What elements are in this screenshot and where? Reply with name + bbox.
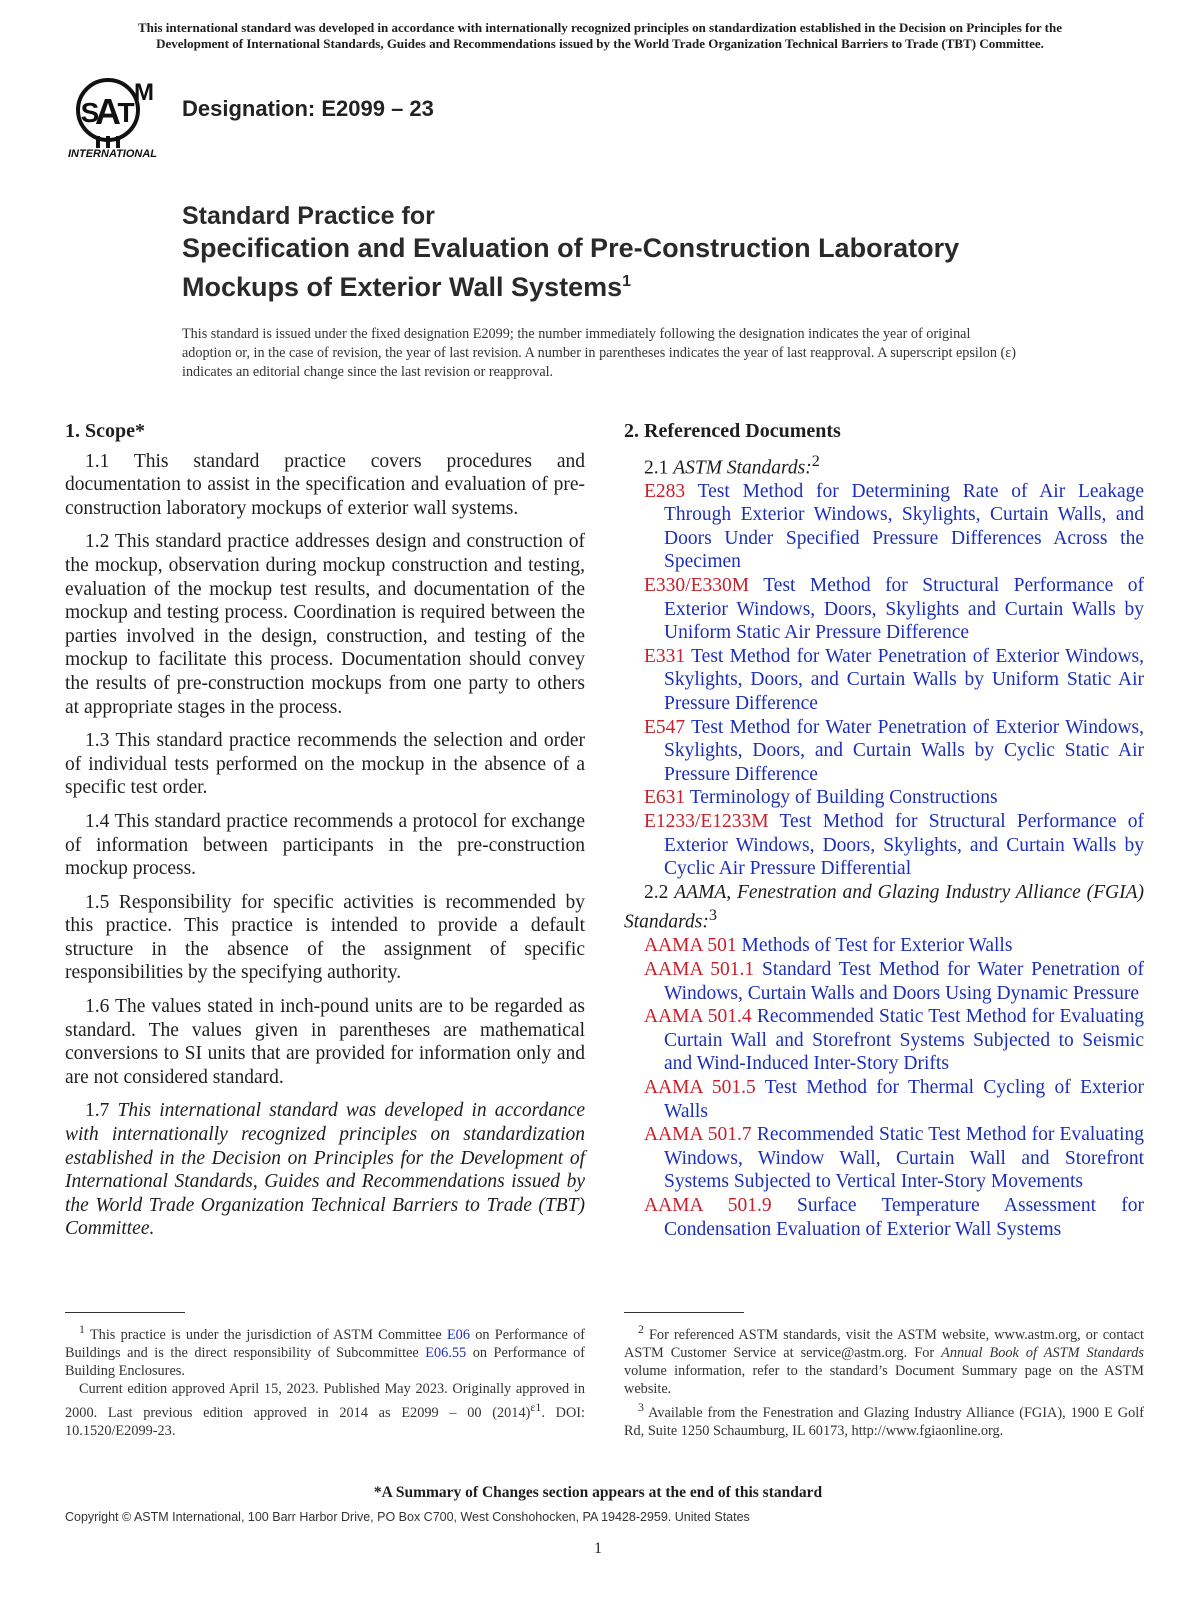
reference-title[interactable]: Test Method for Water Penetration of Exterior Windows, Skylights, Doors, and Curtain Walls by Cyclic Static Air Pressure Difference bbox=[664, 716, 1144, 785]
reference-item[interactable] bbox=[624, 958, 1144, 1005]
reference-item[interactable] bbox=[624, 480, 1144, 574]
footnote-2-mark: 2 bbox=[638, 1322, 644, 1336]
doi-text: . DOI: 10.1520/E2099-23. bbox=[65, 1404, 586, 1439]
footnote-1-text: on Performance of Building Enclosures. bbox=[65, 1344, 586, 1379]
reference-code[interactable]: AAMA 501 bbox=[644, 935, 737, 957]
summary-of-changes-note: *A Summary of Changes section appears at the end of this standard bbox=[373, 1484, 823, 1501]
title-line-3-wrap bbox=[182, 265, 1082, 304]
footnote-2 bbox=[624, 1320, 1144, 1398]
astm-reference-list bbox=[624, 480, 1144, 881]
footnote-rule-left bbox=[65, 1312, 185, 1313]
svg-text:S: S bbox=[80, 97, 100, 128]
reference-code[interactable]: AAMA 501.5 bbox=[644, 1077, 756, 1099]
aama-mark: 3 bbox=[708, 906, 717, 925]
notice-line-2: Development of International Standards, Guides and Recommendations issued by the World Trade Organization Technical Barriers to Trade (TBT) Committee. bbox=[156, 36, 1044, 51]
reference-code[interactable]: AAMA 501.7 bbox=[644, 1124, 752, 1146]
footnote-3 bbox=[624, 1398, 1144, 1440]
footnotes-left bbox=[65, 1320, 585, 1440]
reference-item[interactable] bbox=[624, 1005, 1144, 1076]
aama-reference-list bbox=[624, 934, 1144, 1241]
aama-label: AAMA, Fenestration and Glazing Industry Alliance (FGIA) Standards: bbox=[624, 881, 1144, 933]
reference-title[interactable]: Terminology of Building Constructions bbox=[689, 787, 998, 809]
title-line-1: Standard Practice for bbox=[182, 202, 435, 230]
page-number: 1 bbox=[594, 1540, 602, 1557]
footnote-1-edition bbox=[65, 1380, 585, 1440]
document-title bbox=[182, 200, 1082, 304]
reference-item[interactable] bbox=[624, 810, 1144, 881]
reference-item[interactable] bbox=[624, 1194, 1144, 1241]
aama-standards-label bbox=[624, 881, 1144, 935]
reference-title[interactable]: Standard Test Method for Water Penetration of Windows, Curtain Walls and Doors Using Dynamic Pressure bbox=[664, 959, 1145, 1004]
reference-code[interactable]: E283 bbox=[644, 480, 686, 502]
scope-paragraph: 1.3 This standard practice recommends the selection and order of individual tests performed on the mockup in the absence of a specific test order. bbox=[65, 730, 585, 799]
reference-item[interactable] bbox=[624, 1076, 1144, 1123]
reference-item[interactable] bbox=[624, 716, 1144, 787]
astm-num: 2.1 bbox=[644, 457, 669, 479]
reference-code[interactable]: AAMA 501.4 bbox=[644, 1006, 752, 1028]
scope-paragraph: 1.2 This standard practice addresses design and construction of the mockup, observation during mockup construction and testing, evaluation of the mockup test results, and documentation of the mockup and testing process. Coordination is required between the parties involved in the design, construction, and testing of the mockup to facilitate this process. Documentation should convey the results of pre-construction mockups from one party to others at appropriate stages in the process. bbox=[65, 531, 585, 718]
reference-title[interactable]: Surface Temperature Assessment for Condensation Evaluation of Exterior Wall Systems bbox=[664, 1195, 1145, 1240]
footnote-1-text: on Performance of Buildings and is the direct responsibility of Subcommittee bbox=[65, 1326, 585, 1361]
committee-link[interactable]: E06 bbox=[446, 1326, 470, 1343]
astm-mark: 2 bbox=[811, 451, 820, 470]
footnote-3-mark: 3 bbox=[638, 1399, 644, 1414]
designation: Designation: E2099 – 23 bbox=[182, 96, 434, 121]
footnote-1 bbox=[65, 1320, 585, 1380]
logo-label: INTERNATIONAL bbox=[68, 148, 158, 160]
title-line-3: Mockups of Exterior Wall Systems bbox=[182, 272, 623, 302]
footnote-1-text: This practice is under the jurisdiction of ASTM Committee bbox=[89, 1326, 442, 1343]
reference-title[interactable]: Test Method for Thermal Cycling of Exterior Walls bbox=[664, 1077, 1144, 1122]
reference-title[interactable]: Test Method for Structural Performance of Exterior Windows, Doors, Skylights, and Curtain Walls by Cyclic Air Pressure Differential bbox=[664, 811, 1144, 880]
reference-code[interactable]: AAMA 501.9 bbox=[644, 1195, 772, 1216]
svg-text:T: T bbox=[117, 97, 135, 128]
footnote-1-mark: 1 bbox=[79, 1322, 85, 1336]
scope-paragraph: 1.1 This standard practice covers procedures and documentation to assist in the specification and evaluation of pre-construction laboratory mockups of exterior wall systems. bbox=[65, 450, 585, 519]
svg-text:M: M bbox=[134, 79, 154, 106]
reference-title[interactable]: Methods of Test for Exterior Walls bbox=[741, 935, 1013, 957]
reference-title[interactable]: Recommended Static Test Method for Evaluating Curtain Wall and Storefront Systems Subjected to Seismic and Wind-Induced Inter-Story Drifts bbox=[664, 1006, 1145, 1075]
astm-logo bbox=[60, 70, 170, 166]
issued-note: This standard is issued under the fixed designation E2099; the number immediately following the designation indicates the year of original adoption or, in the case of revision, the year of last revision. A number in parentheses indicates the year of last reapproval. A superscript epsilon (ε) indicates an editorial change since the last revision or reapproval. bbox=[182, 326, 1016, 380]
reference-item[interactable] bbox=[624, 645, 1144, 716]
top-notice bbox=[60, 20, 1140, 52]
scope-section bbox=[65, 420, 585, 1251]
subcommittee-link[interactable]: E06.55 bbox=[425, 1344, 467, 1361]
footnote-2-text: volume information, refer to the standard’s Document Summary page on the ASTM website. bbox=[624, 1362, 1144, 1397]
scope-heading: 1. Scope* bbox=[65, 420, 145, 442]
astm-label: ASTM Standards: bbox=[673, 457, 812, 479]
referenced-documents-section bbox=[624, 420, 1144, 1241]
reference-code[interactable]: E1233/E1233M bbox=[644, 811, 769, 832]
reference-code[interactable]: E330/E330M bbox=[644, 575, 750, 597]
notice-line-1: This international standard was developed in accordance with internationally recognized principles on standardization established in the Decision on Principles for the bbox=[137, 20, 1062, 35]
refs-heading: 2. Referenced Documents bbox=[624, 420, 841, 442]
scope-paragraph: 1.4 This standard practice recommends a protocol for exchange of information between participants in the pre-construction mockup process. bbox=[65, 810, 585, 880]
reference-item[interactable] bbox=[624, 786, 1144, 810]
title-footnote-mark: 1 bbox=[622, 273, 632, 290]
footnote-2-text: For referenced ASTM standards, visit the ASTM website, www.astm.org, or contact ASTM Customer Service at service@astm.org. For bbox=[624, 1326, 1144, 1361]
aama-num: 2.2 bbox=[644, 881, 669, 903]
scope-p17-number: 1.7 bbox=[85, 1100, 110, 1122]
reference-code[interactable]: E331 bbox=[644, 645, 686, 667]
reference-code[interactable]: E547 bbox=[644, 716, 686, 738]
reference-item[interactable] bbox=[624, 1123, 1144, 1194]
footnote-3-text: Available from the Fenestration and Glazing Industry Alliance (FGIA), 1900 E Golf Rd, Suite 1250 Schaumburg, IL 60173, http://www.fgiaonline.org. bbox=[624, 1404, 1144, 1439]
reference-title[interactable]: Recommended Static Test Method for Evaluating Windows, Window Wall, Curtain Wall and Storefront Systems Subjected to Vertical Inter-Story Movements bbox=[664, 1124, 1145, 1193]
reference-title[interactable]: Test Method for Structural Performance of Exterior Windows, Doors, Skylights and Curtain Walls by Uniform Static Air Pressure Difference bbox=[664, 575, 1144, 644]
scope-paragraph: 1.6 The values stated in inch-pound units are to be regarded as standard. The values given in parentheses are mathematical conversions to SI units that are provided for information only and are not considered standard. bbox=[65, 996, 585, 1088]
astm-standards-label bbox=[624, 450, 1144, 480]
title-line-2: Specification and Evaluation of Pre-Construction Laboratory bbox=[182, 233, 960, 263]
edition-text: Current edition approved April 15, 2023. Published May 2023. Originally approved in 2000. Last previous edition approved in 2014 as E2099 – 00 (2014) bbox=[65, 1380, 585, 1421]
reference-code[interactable]: E631 bbox=[644, 787, 686, 809]
scope-paragraph-1-7 bbox=[65, 1099, 585, 1241]
epsilon-mark: ε1 bbox=[530, 1399, 542, 1414]
reference-title[interactable]: Test Method for Water Penetration of Exterior Windows, Skylights, Doors, and Curtain Walls by Uniform Static Air Pressure Difference bbox=[664, 645, 1144, 715]
reference-title[interactable]: Test Method for Determining Rate of Air Leakage Through Exterior Windows, Skylights, Curtain Walls, and Doors Under Specified Pressure Differences Across the Specimen bbox=[664, 480, 1145, 573]
reference-code[interactable]: AAMA 501.1 bbox=[644, 959, 755, 981]
svg-text:A: A bbox=[95, 91, 121, 132]
reference-item[interactable] bbox=[624, 574, 1144, 645]
scope-p17-text: This international standard was developed in accordance with internationally recognized principles on standardization established in the Decision on Principles for the Development of International Standards, Guides and Recommendations issued by the World Trade Organization Technical Barriers to Trade (TBT) Committee. bbox=[65, 1100, 586, 1240]
copyright: Copyright © ASTM International, 100 Barr Harbor Drive, PO Box C700, West Conshohocken, PA 19428-2959. United States bbox=[65, 1510, 750, 1524]
footnotes-right bbox=[624, 1320, 1144, 1440]
footnote-rule-right bbox=[624, 1312, 744, 1313]
reference-item[interactable] bbox=[624, 934, 1144, 958]
annual-book-title: Annual Book of ASTM Standards bbox=[941, 1344, 1144, 1361]
scope-paragraph: 1.5 Responsibility for specific activities is recommended by this practice. This practice is intended to provide a default structure in the absence of the assignment of specific responsibilities by the specifying authority. bbox=[65, 891, 585, 984]
